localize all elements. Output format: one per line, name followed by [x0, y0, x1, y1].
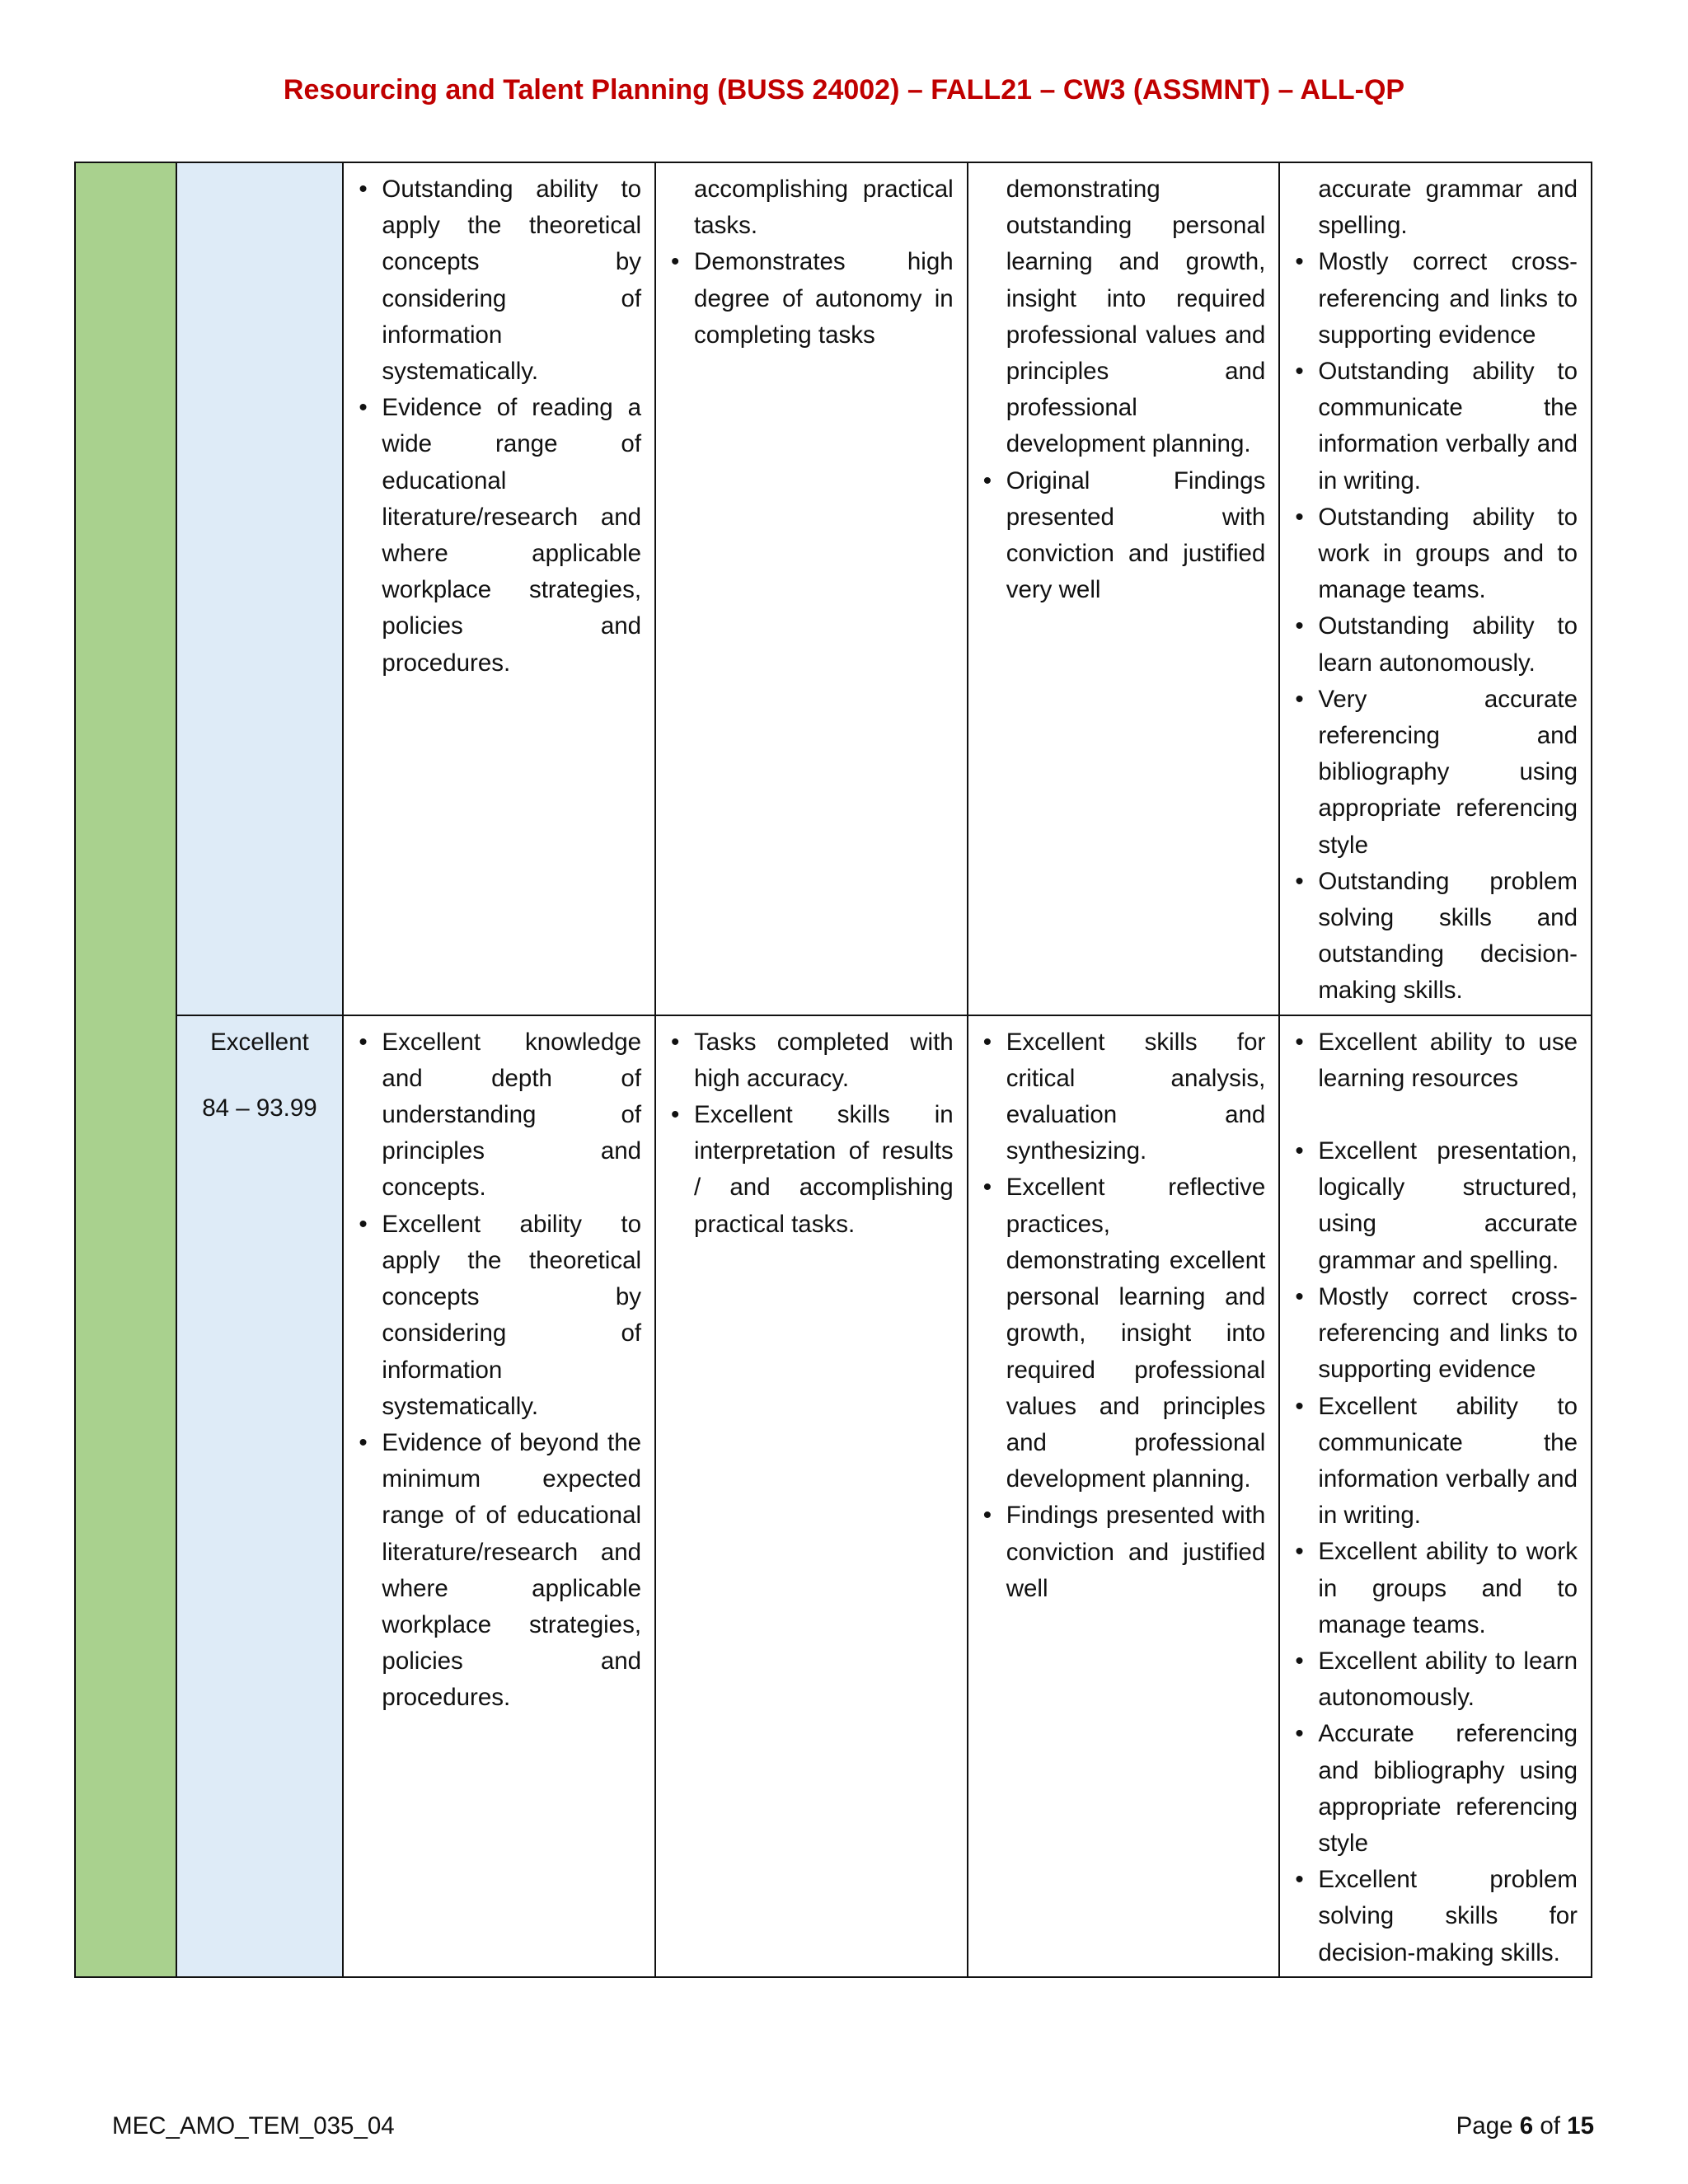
list-item: • Demonstrates high degree of autonomy in completing tasks [669, 244, 954, 354]
criteria-cell-practical [655, 1015, 968, 1977]
list-item: • Excellent knowledge and depth of understanding of principles and concepts. [357, 1024, 641, 1207]
grade-label: Excellent [210, 1028, 309, 1056]
list-item: • Excellent ability to apply the theoretical concepts by considering of information systematically. [357, 1207, 641, 1425]
list-item: • Excellent skills in interpretation of results / and accomplishing practical tasks. [669, 1097, 954, 1243]
grade-band-cell [75, 162, 176, 1977]
table-row [75, 162, 1592, 1015]
list-item: • Excellent ability to learn autonomously. [1293, 1643, 1578, 1716]
list-item: • Accurate referencing and bibliography using appropriate referencing style [1293, 1716, 1578, 1862]
list-item-continuation: accurate grammar and spelling. [1318, 176, 1578, 240]
list-item: • Mostly correct cross-referencing and links to supporting evidence [1293, 1279, 1578, 1389]
list-item: • Findings presented with conviction and justified well [982, 1497, 1266, 1607]
list-item: • Original Findings presented with conviction and justified very well [982, 463, 1266, 609]
rubric-table [74, 162, 1592, 1978]
list-item: • Excellent ability to work in groups and to manage teams. [1293, 1534, 1578, 1643]
criteria-cell-transferable-skills [1279, 1015, 1592, 1977]
list-item: • Evidence of reading a wide range of educational literature/research and where applicable workplace strategies, policies and procedures. [357, 390, 641, 682]
criteria-cell-knowledge [343, 162, 655, 1015]
list-item: • Outstanding ability to communicate the information verbally and in writing. [1293, 354, 1578, 499]
table-row [75, 1015, 1592, 1977]
grade-cell [176, 1015, 344, 1977]
list-item: • Outstanding ability to learn autonomously. [1293, 608, 1578, 681]
list-item: • Excellent reflective practices, demonstrating excellent personal learning and growth, insight into required professional values and principles and professional development planning. [982, 1169, 1266, 1497]
list-item: • Outstanding ability to work in groups and to manage teams. [1293, 499, 1578, 609]
list-item: • Outstanding problem solving skills and outstanding decision-making skills. [1293, 864, 1578, 1010]
list-item: • Very accurate referencing and bibliography using appropriate referencing style [1293, 682, 1578, 864]
list-item: • Excellent problem solving skills for decision-making skills. [1293, 1862, 1578, 1971]
list-item: • Mostly correct cross-referencing and links to supporting evidence [1293, 244, 1578, 354]
list-item: • Excellent ability to use learning resources [1293, 1024, 1578, 1097]
list-item: • Evidence of beyond the minimum expected range of of educational literature/research and where applicable workplace strategies, policies and procedures. [357, 1425, 641, 1717]
list-item: • Excellent presentation, logically structured, using accurate grammar and spelling. [1293, 1133, 1578, 1279]
page-total: 15 [1567, 2112, 1594, 2139]
list-item: • Outstanding ability to apply the theoretical concepts by considering of information systematically. [357, 171, 641, 390]
list-item-continuation: accomplishing practical tasks. [694, 176, 954, 240]
list-item: • Tasks completed with high accuracy. [669, 1024, 954, 1097]
page-word: Page [1456, 2112, 1513, 2139]
list-item: • Excellent ability to communicate the information verbally and in writing. [1293, 1389, 1578, 1535]
page-header-title: Resourcing and Talent Planning (BUSS 24002) – FALL21 – CW3 (ASSMNT) – ALL-QP [283, 74, 1405, 105]
document-code: MEC_AMO_TEM_035_04 [112, 2112, 395, 2139]
page-number [1456, 2112, 1594, 2140]
page-current: 6 [1519, 2112, 1534, 2139]
grade-cell [176, 162, 344, 1015]
list-item-continuation: demonstrating outstanding personal learning and growth, insight into required professional values and principles and professional development planning. [1006, 176, 1266, 458]
criteria-cell-transferable-skills [1279, 162, 1592, 1015]
criteria-cell-reflection [968, 162, 1280, 1015]
page-of: of [1540, 2112, 1560, 2139]
criteria-cell-knowledge [343, 1015, 655, 1977]
criteria-cell-reflection [968, 1015, 1280, 1977]
criteria-cell-practical [655, 162, 968, 1015]
list-item: • Excellent skills for critical analysis, evaluation and synthesizing. [982, 1024, 1266, 1170]
grade-range: 84 – 93.99 [202, 1094, 317, 1122]
